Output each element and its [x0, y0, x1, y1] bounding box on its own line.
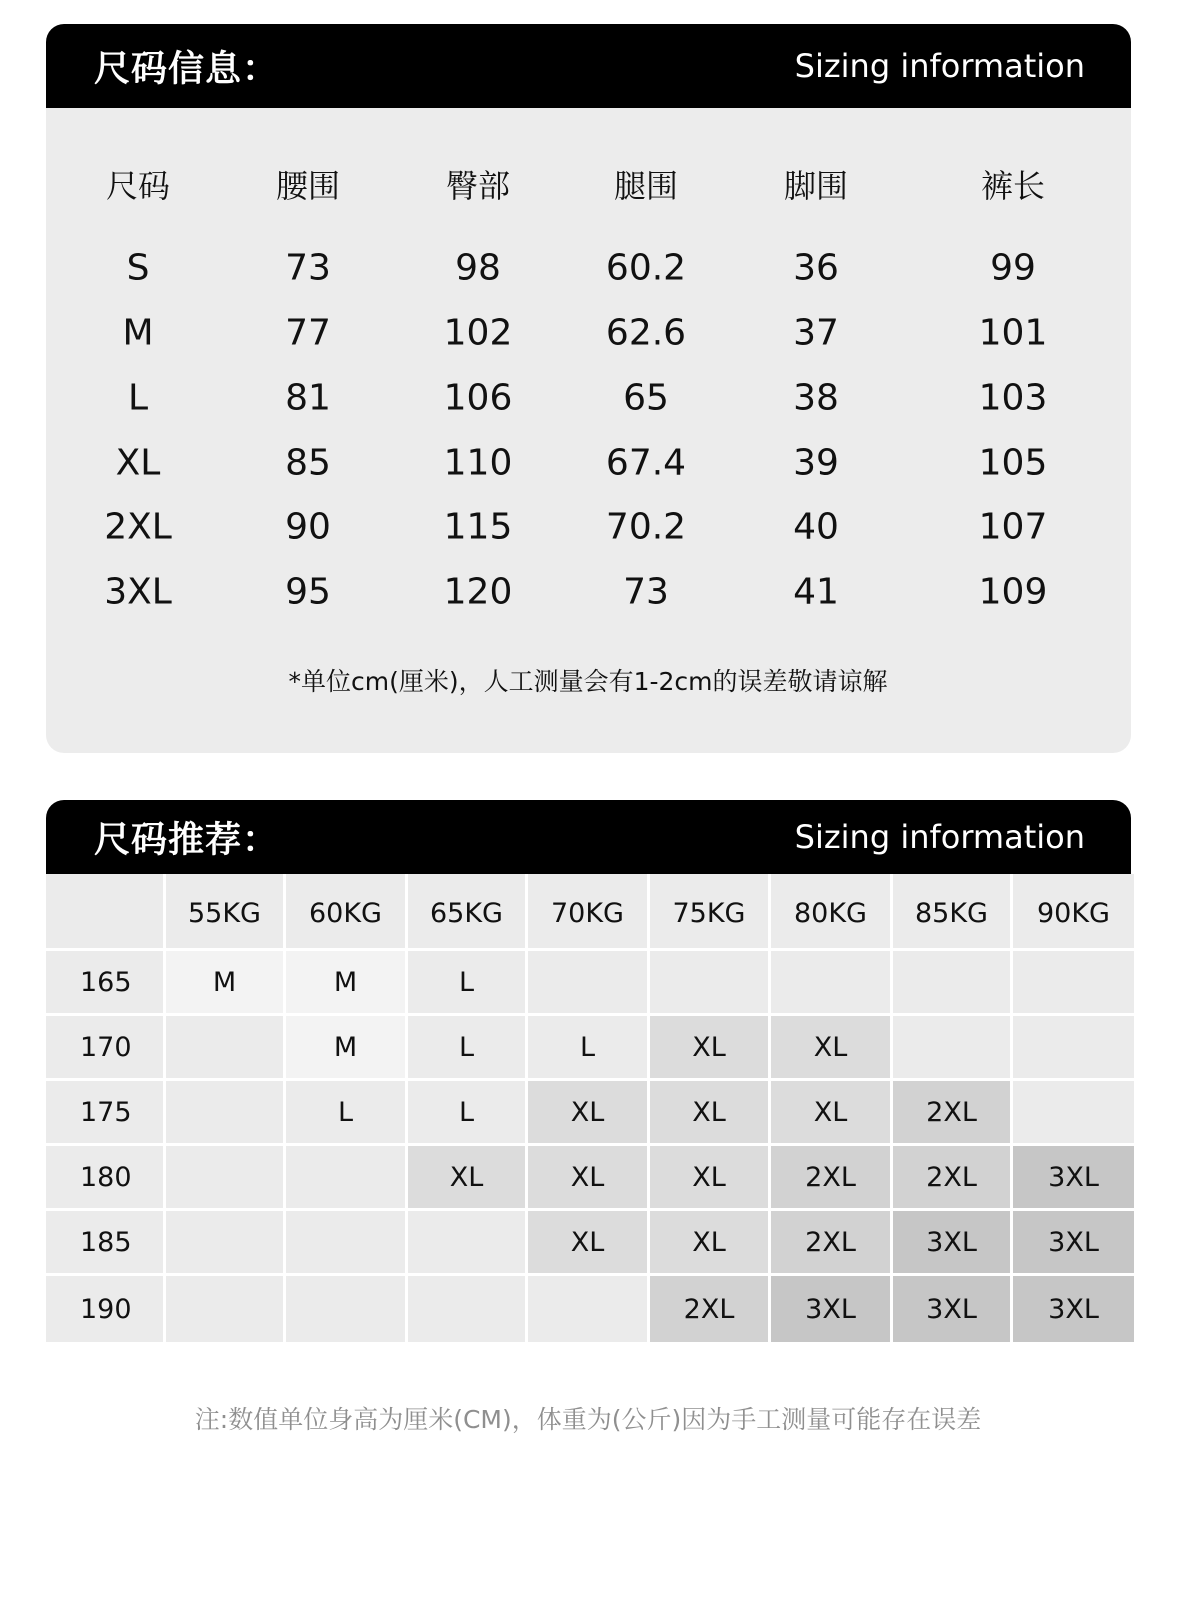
- height-label: 165: [46, 951, 163, 1013]
- size-info-size-label: S: [126, 247, 150, 289]
- height-label: 170: [46, 1016, 163, 1078]
- size-info-cell: 73: [285, 247, 331, 289]
- weight-header: 85KG: [893, 874, 1010, 948]
- weight-header: 60KG: [286, 874, 405, 948]
- size-cell: [893, 951, 1010, 1013]
- height-label: 190: [46, 1276, 163, 1342]
- height-label: 175: [46, 1081, 163, 1143]
- size-info-cell: 38: [793, 377, 839, 419]
- size-info-cell: 110: [443, 442, 513, 484]
- size-info-cell: 102: [443, 312, 513, 354]
- size-cell: 2XL: [650, 1276, 768, 1342]
- size-info-header: [46, 24, 1131, 108]
- size-cell: M: [286, 951, 405, 1013]
- size-info-cell: 81: [285, 377, 331, 419]
- recommend-title: 尺码推荐：: [94, 819, 280, 861]
- size-cell: [771, 951, 890, 1013]
- size-cell: 3XL: [893, 1211, 1010, 1273]
- size-info-cell: 85: [285, 442, 331, 484]
- size-info-cell: 95: [285, 571, 331, 613]
- size-cell: [286, 1146, 405, 1208]
- size-cell: M: [166, 951, 283, 1013]
- size-info-table: [46, 108, 1131, 753]
- size-info-cell: 67.4: [605, 442, 687, 484]
- size-cell: [286, 1276, 405, 1342]
- size-cell: [166, 1211, 283, 1273]
- size-info-col-header: 腿围: [613, 167, 679, 205]
- size-info-cell: 106: [443, 377, 513, 419]
- size-cell: 3XL: [1013, 1146, 1134, 1208]
- size-info-cell: 70.2: [605, 506, 687, 548]
- grid-corner: [46, 874, 163, 948]
- size-info-cell: 90: [285, 506, 331, 548]
- size-info-title-en: Sizing information: [794, 47, 1085, 85]
- size-cell: [408, 1211, 525, 1273]
- height-label: 185: [46, 1211, 163, 1273]
- weight-header: 75KG: [650, 874, 768, 948]
- size-cell: [408, 1276, 525, 1342]
- size-info-cell: 101: [978, 312, 1048, 354]
- size-cell: [1013, 951, 1134, 1013]
- size-cell: L: [408, 951, 525, 1013]
- size-cell: XL: [650, 1081, 768, 1143]
- size-info-cell: 120: [443, 571, 513, 613]
- size-cell: 2XL: [771, 1146, 890, 1208]
- size-cell: XL: [528, 1211, 647, 1273]
- size-info-cell: 103: [978, 377, 1048, 419]
- weight-header: 80KG: [771, 874, 890, 948]
- size-cell: 3XL: [893, 1276, 1010, 1342]
- size-cell: XL: [528, 1081, 647, 1143]
- size-cell: [650, 951, 768, 1013]
- size-cell: [1013, 1016, 1134, 1078]
- size-cell: [166, 1016, 283, 1078]
- size-cell: L: [528, 1016, 647, 1078]
- size-cell: L: [408, 1081, 525, 1143]
- size-cell: 2XL: [893, 1146, 1010, 1208]
- size-info-size-label: 3XL: [104, 571, 172, 613]
- size-cell: 3XL: [1013, 1211, 1134, 1273]
- size-info-col-header: 脚围: [783, 167, 849, 205]
- size-info-cell: 65: [623, 377, 669, 419]
- size-info-size-label: 2XL: [104, 506, 172, 548]
- recommend-note: 注:数值单位身高为厘米(CM)，体重为(公斤)因为手工测量可能存在误差: [194, 1405, 982, 1434]
- size-cell: XL: [528, 1146, 647, 1208]
- size-cell: 2XL: [893, 1081, 1010, 1143]
- size-info-size-label: L: [127, 377, 149, 419]
- size-info-col-header: 裤长: [980, 167, 1046, 205]
- size-info-cell: 41: [793, 571, 839, 613]
- height-label: 180: [46, 1146, 163, 1208]
- recommend-title-en: Sizing information: [794, 818, 1085, 856]
- size-cell: 2XL: [771, 1211, 890, 1273]
- size-info-cell: 115: [443, 506, 513, 548]
- size-cell: [166, 1276, 283, 1342]
- size-cell: [286, 1211, 405, 1273]
- size-cell: XL: [771, 1081, 890, 1143]
- size-info-col-header: 腰围: [275, 167, 341, 205]
- size-cell: M: [286, 1016, 405, 1078]
- size-info-cell: 99: [990, 247, 1036, 289]
- size-info-cell: 39: [793, 442, 839, 484]
- size-info-title: 尺码信息：: [94, 48, 280, 90]
- size-cell: XL: [771, 1016, 890, 1078]
- size-cell: L: [408, 1016, 525, 1078]
- size-cell: [528, 951, 647, 1013]
- size-cell: L: [286, 1081, 405, 1143]
- size-info-note: *单位cm(厘米)，人工测量会有1-2cm的误差敬请谅解: [288, 667, 888, 696]
- recommend-header: [46, 800, 1131, 874]
- size-cell: [166, 1081, 283, 1143]
- size-info-col-header: 尺码: [105, 167, 171, 205]
- size-cell: [166, 1146, 283, 1208]
- weight-header: 55KG: [166, 874, 283, 948]
- size-cell: XL: [408, 1146, 525, 1208]
- size-info-cell: 105: [978, 442, 1048, 484]
- size-info-cell: 40: [793, 506, 839, 548]
- size-cell: [893, 1016, 1010, 1078]
- size-cell: 3XL: [771, 1276, 890, 1342]
- size-cell: XL: [650, 1211, 768, 1273]
- size-info-cell: 37: [793, 312, 839, 354]
- size-info-cell: 77: [285, 312, 331, 354]
- size-info-cell: 62.6: [605, 312, 687, 354]
- recommend-grid: [46, 874, 1134, 1342]
- weight-header: 65KG: [408, 874, 525, 948]
- size-info-size-label: M: [122, 312, 154, 354]
- size-info-cell: 36: [793, 247, 839, 289]
- size-cell: [1013, 1081, 1134, 1143]
- size-info-cell: 109: [978, 571, 1048, 613]
- size-info-col-header: 臀部: [445, 167, 511, 205]
- weight-header: 70KG: [528, 874, 647, 948]
- size-info-cell: 98: [455, 247, 501, 289]
- size-info-size-label: XL: [115, 442, 161, 484]
- size-cell: [528, 1276, 647, 1342]
- size-info-cell: 60.2: [605, 247, 687, 289]
- weight-header: 90KG: [1013, 874, 1134, 948]
- size-info-cell: 107: [978, 506, 1048, 548]
- size-cell: XL: [650, 1016, 768, 1078]
- size-cell: XL: [650, 1146, 768, 1208]
- size-info-cell: 73: [623, 571, 669, 613]
- size-cell: 3XL: [1013, 1276, 1134, 1342]
